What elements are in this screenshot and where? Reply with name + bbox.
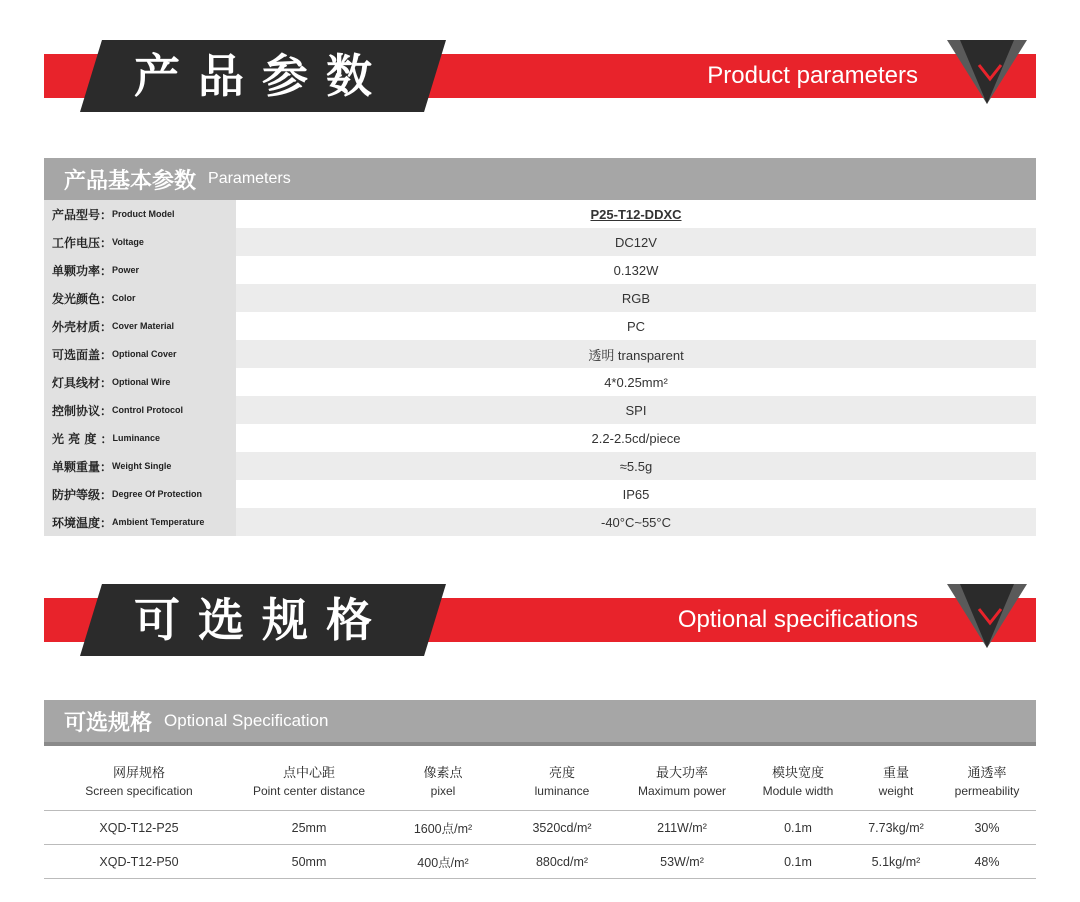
table-cell: 0.1m	[784, 854, 812, 869]
param-label-cn: 灯具线材：	[52, 375, 113, 390]
parameters-header-cn: 产品基本参数	[64, 168, 197, 194]
column-header-cn: 模块宽度	[771, 766, 824, 781]
parameters-header-en: Parameters	[208, 170, 291, 187]
param-label-en: Weight Single	[112, 461, 172, 471]
param-label	[44, 396, 236, 424]
param-value: ≈5.5g	[619, 458, 653, 474]
column-header	[384, 750, 502, 810]
param-label-cn: 防护等级：	[52, 487, 113, 502]
table-cell: XQD-T12-P50	[99, 854, 179, 869]
column-header-en: permeability	[954, 784, 1020, 798]
column-header	[44, 750, 234, 810]
param-value: SPI	[625, 402, 647, 418]
param-label-en: Control Protocol	[112, 405, 184, 415]
column-header-cn: 最大功率	[655, 766, 708, 781]
param-label	[44, 368, 236, 396]
param-value: 4*0.25mm²	[604, 374, 668, 390]
table-cell: 5.1kg/m²	[871, 854, 921, 869]
column-header	[854, 750, 938, 810]
param-label-cn: 控制协议：	[52, 403, 113, 418]
param-label	[44, 340, 236, 368]
table-row	[44, 312, 1036, 340]
param-label-cn: 可选面盖：	[52, 347, 113, 362]
table-cell: 0.1m	[784, 820, 812, 835]
product-parameters-banner	[0, 40, 1080, 120]
column-header	[502, 750, 622, 810]
table-cell: 48%	[974, 854, 1000, 869]
param-label	[44, 284, 236, 312]
param-label	[44, 200, 236, 228]
column-header	[622, 750, 742, 810]
param-label-cn: 产品型号：	[52, 207, 113, 222]
param-label	[44, 312, 236, 340]
optional-spec-header-en: Optional Specification	[164, 711, 329, 730]
param-label	[44, 424, 236, 452]
column-header-en: weight	[878, 784, 914, 798]
table-cell: 50mm	[291, 854, 327, 869]
param-value: 0.132W	[613, 262, 659, 278]
param-label	[44, 508, 236, 536]
param-label-cn: 外壳材质：	[52, 319, 113, 334]
table-cell: 30%	[974, 820, 1000, 835]
table-cell: 53W/m²	[660, 854, 704, 869]
param-label-en: Power	[112, 265, 140, 275]
column-header-cn: 网屏规格	[112, 766, 165, 781]
table-row	[44, 284, 1036, 312]
param-label-cn: 发光颜色：	[52, 291, 113, 306]
table-row	[44, 228, 1036, 256]
optional-spec-header	[44, 700, 1036, 746]
column-header-cn: 通透率	[967, 766, 1007, 781]
column-header-cn: 重量	[882, 766, 909, 781]
param-label-en: Optional Cover	[112, 349, 177, 359]
chevron-down-icon	[976, 606, 1004, 626]
param-label-en: Color	[112, 293, 136, 303]
param-label-en: Ambient Temperature	[112, 517, 205, 527]
param-label-cn: 单颗重量：	[52, 459, 113, 474]
param-label-en: Luminance	[112, 433, 161, 443]
column-header	[742, 750, 854, 810]
table-cell: XQD-T12-P25	[99, 820, 179, 835]
parameters-header	[44, 158, 1036, 200]
param-label	[44, 480, 236, 508]
param-value: -40°C~55°C	[600, 514, 671, 530]
param-label-cn: 光 亮 度 ：	[52, 431, 113, 446]
param-label-en: Cover Material	[112, 321, 175, 331]
table-row	[44, 424, 1036, 452]
table-row	[44, 368, 1036, 396]
parameters-rows	[44, 200, 1036, 536]
param-label	[44, 228, 236, 256]
param-label-en: Product Model	[112, 209, 175, 219]
column-header-cn: 亮度	[548, 766, 575, 781]
table-cell: 400点/m²	[417, 855, 469, 870]
column-header-en: pixel	[430, 784, 456, 798]
param-value: DC12V	[615, 234, 657, 250]
table-row	[44, 452, 1036, 480]
table-cell: 25mm	[291, 820, 327, 835]
banner-title-en: Optional specifications	[677, 606, 918, 633]
banner-title-cn: 可选规格	[134, 593, 390, 647]
table-cell: 880cd/m²	[535, 854, 589, 869]
table-cell: 3520cd/m²	[532, 820, 592, 835]
column-header-en: Point center distance	[252, 784, 366, 798]
optional-spec-table	[44, 700, 1036, 879]
table-cell: 1600点/m²	[413, 821, 473, 836]
param-label-en: Degree Of Protection	[112, 489, 203, 499]
table-cell: 211W/m²	[657, 820, 707, 835]
param-label-cn: 工作电压：	[52, 235, 113, 250]
table-cell: 7.73kg/m²	[868, 820, 924, 835]
param-value: 2.2-2.5cd/piece	[591, 430, 681, 446]
column-header	[938, 750, 1036, 810]
param-label	[44, 452, 236, 480]
column-header-en: Screen specification	[85, 784, 193, 798]
column-header-en: luminance	[534, 784, 590, 798]
optional-specifications-banner	[0, 584, 1080, 664]
chevron-down-icon	[976, 62, 1004, 82]
column-header	[234, 750, 384, 810]
table-row	[44, 200, 1036, 228]
param-value: RGB	[621, 290, 651, 306]
optional-spec-rows	[44, 811, 1036, 879]
optional-spec-columns	[44, 750, 1036, 811]
param-label	[44, 256, 236, 284]
banner-title-en: Product parameters	[707, 62, 918, 89]
param-label-en: Optional Wire	[112, 377, 171, 387]
param-value: 透明 transparent	[588, 347, 684, 363]
column-header-cn: 点中心距	[282, 766, 335, 781]
param-label-en: Voltage	[112, 237, 144, 247]
param-value: P25-T12-DDXC	[590, 206, 682, 222]
table-row	[44, 480, 1036, 508]
optional-spec-header-cn: 可选规格	[64, 710, 153, 736]
banner-title-cn: 产品参数	[134, 49, 390, 103]
table-row	[44, 396, 1036, 424]
param-value: PC	[626, 318, 646, 334]
param-label-cn: 单颗功率：	[52, 263, 113, 278]
column-header-en: Maximum power	[637, 784, 727, 798]
param-value: IP65	[622, 486, 650, 502]
parameters-table	[44, 158, 1036, 536]
table-row	[44, 256, 1036, 284]
column-header-en: Module width	[762, 784, 834, 798]
table-row	[44, 508, 1036, 536]
param-label-cn: 环境温度：	[52, 515, 113, 530]
column-header-cn: 像素点	[423, 766, 463, 781]
table-row	[44, 845, 1036, 879]
table-row	[44, 811, 1036, 845]
table-row	[44, 340, 1036, 368]
